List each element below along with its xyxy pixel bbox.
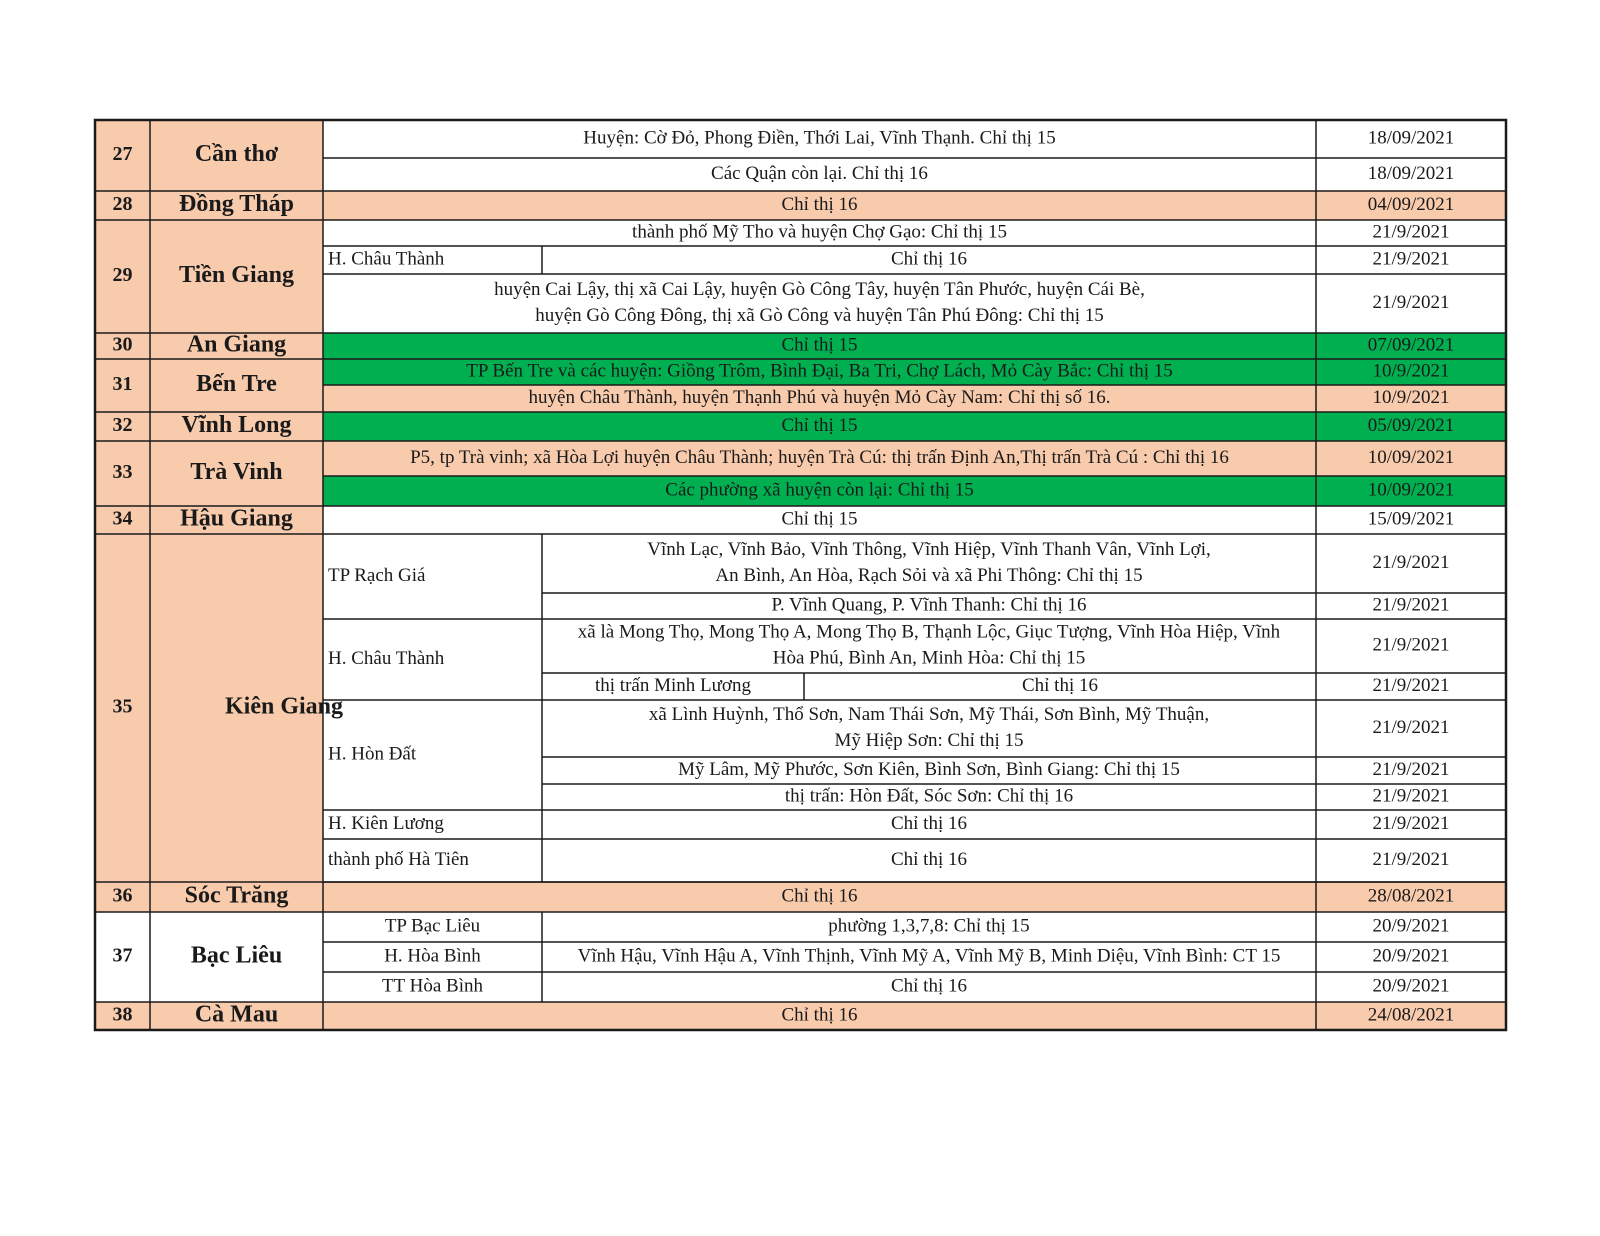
detail-text: Chỉ thị 16 <box>781 885 858 907</box>
date-text: 10/09/2021 <box>1367 446 1455 468</box>
detail-text: xã là Mong Thọ, Mong Thọ A, Mong Thọ B, Thạnh Lộc, Giục Tượng, Vĩnh Hòa Hiệp, Vĩnh <box>577 621 1281 643</box>
date-text: 18/09/2021 <box>1367 162 1455 184</box>
detail-text: Chỉ thị 15 <box>781 414 858 436</box>
detail-text: Chỉ thị 16 <box>890 848 968 870</box>
detail-cell-fill <box>323 191 1506 220</box>
row-number: 29 <box>112 264 133 287</box>
date-text: 07/09/2021 <box>1367 334 1455 356</box>
province-name: Hậu Giang <box>180 505 293 532</box>
date-text: 04/09/2021 <box>1367 193 1455 215</box>
detail-text: Huyện: Cờ Đỏ, Phong Điền, Thới Lai, Vĩnh Thạnh. Chỉ thị 15 <box>583 127 1056 149</box>
province-name: Sóc Trăng <box>184 882 289 909</box>
detail-text: Mỹ Lâm, Mỹ Phước, Sơn Kiên, Bình Sơn, Bình Giang: Chỉ thị 15 <box>678 758 1180 780</box>
detail-text: huyện Cai Lậy, thị xã Cai Lậy, huyện Gò Công Tây, huyện Tân Phước, huyện Cái Bè, <box>494 278 1145 300</box>
date-text: 21/9/2021 <box>1372 634 1450 656</box>
detail-text: Hòa Phú, Bình An, Minh Hòa: Chỉ thị 15 <box>772 647 1086 669</box>
row-number: 37 <box>112 944 133 967</box>
row-number: 28 <box>112 193 133 216</box>
detail-text: Các phường xã huyện còn lại: Chỉ thị 15 <box>665 479 974 501</box>
row-number: 30 <box>112 333 133 356</box>
detail-text: huyện Châu Thành, huyện Thạnh Phú và huyện Mỏ Cày Nam: Chỉ thị số 16. <box>528 386 1111 408</box>
date-text: 21/9/2021 <box>1372 812 1450 834</box>
detail-text: P5, tp Trà vinh; xã Hòa Lợi huyện Châu Thành; huyện Trà Cú: thị trấn Định An,Thị trấn Trà Cú : Chỉ thị 16 <box>410 446 1229 468</box>
date-text: 05/09/2021 <box>1367 414 1455 436</box>
province-name: Cần thơ <box>194 141 279 168</box>
date-text: 21/9/2021 <box>1372 785 1450 807</box>
date-text: 21/9/2021 <box>1372 551 1450 573</box>
date-text: 20/9/2021 <box>1372 975 1450 997</box>
date-text: 21/9/2021 <box>1372 758 1450 780</box>
detail-text: Vĩnh Hậu, Vĩnh Hậu A, Vĩnh Thịnh, Vĩnh Mỹ A, Vĩnh Mỹ B, Minh Diệu, Vĩnh Bình: CT 15 <box>577 945 1281 967</box>
area-name: TP Rạch Giá <box>328 564 426 586</box>
detail-cell-fill <box>323 333 1506 359</box>
detail-text: Vĩnh Lạc, Vĩnh Bảo, Vĩnh Thông, Vĩnh Hiệp, Vĩnh Thanh Vân, Vĩnh Lợi, <box>647 538 1211 560</box>
area-name: H. Châu Thành <box>328 248 445 270</box>
detail-cell-fill <box>323 882 1506 912</box>
province-name: Cà Mau <box>194 1001 279 1028</box>
detail-cell-fill <box>323 412 1506 441</box>
date-text: 21/9/2021 <box>1372 291 1450 313</box>
province-name: Vĩnh Long <box>181 412 292 439</box>
detail-text: Chỉ thị 16 <box>890 812 968 834</box>
date-text: 21/9/2021 <box>1372 594 1450 616</box>
province-name: Đồng Tháp <box>179 191 294 218</box>
detail-text: huyện Gò Công Đông, thị xã Gò Công và huyện Tân Phú Đông: Chỉ thị 15 <box>535 304 1104 326</box>
row-number: 38 <box>112 1003 133 1026</box>
row-number: 27 <box>112 143 133 166</box>
area-name: TP Bạc Liêu <box>384 915 481 937</box>
province-name: Kiên Giang <box>224 693 344 720</box>
province-name: An Giang <box>186 331 287 358</box>
area-name: H. Hòn Đất <box>328 743 417 765</box>
province-name: Bạc Liêu <box>190 942 283 969</box>
date-text: 21/9/2021 <box>1372 848 1450 870</box>
area-name: H. Hòa Bình <box>384 945 481 967</box>
province-name: Tiền Giang <box>179 262 294 289</box>
row-number: 31 <box>112 373 133 396</box>
date-text: 21/9/2021 <box>1372 221 1450 243</box>
detail-text: Các Quận còn lại. Chỉ thị 16 <box>711 162 928 184</box>
province-name: Trà Vinh <box>190 459 283 486</box>
area-name: TT Hòa Bình <box>382 975 483 997</box>
detail-text: thành phố Mỹ Tho và huyện Chợ Gạo: Chỉ thị 15 <box>632 221 1007 243</box>
detail-text: Chỉ thị 15 <box>781 508 858 530</box>
detail-text: Mỹ Hiệp Sơn: Chỉ thị 15 <box>834 729 1024 751</box>
area-name: H. Kiên Lương <box>328 812 444 834</box>
row-number: 36 <box>112 884 133 907</box>
detail-text: TP Bến Tre và các huyện: Giồng Trôm, Bình Đại, Ba Tri, Chợ Lách, Mỏ Cày Bắc: Chỉ thị 15 <box>466 360 1173 382</box>
date-text: 24/08/2021 <box>1367 1004 1455 1026</box>
detail-text: An Bình, An Hòa, Rạch Sỏi và xã Phi Thông: Chỉ thị 15 <box>715 564 1143 586</box>
detail-cell-fill <box>323 506 1506 534</box>
detail-cell-fill <box>323 1002 1506 1030</box>
date-text: 15/09/2021 <box>1367 508 1455 530</box>
detail-text: phường 1,3,7,8: Chỉ thị 15 <box>828 915 1030 937</box>
detail-text: xã Lình Huỳnh, Thổ Sơn, Nam Thái Sơn, Mỹ Thái, Sơn Bình, Mỹ Thuận, <box>648 703 1210 725</box>
row-number: 32 <box>112 414 133 437</box>
detail-text: Chỉ thị 16 <box>890 975 968 997</box>
date-text: 10/09/2021 <box>1367 479 1455 501</box>
detail-text: Chỉ thị 16 <box>781 1004 858 1026</box>
date-text: 21/9/2021 <box>1372 674 1450 696</box>
row-number: 35 <box>112 695 133 718</box>
detail-text: Chỉ thị 15 <box>781 334 858 356</box>
date-text: 10/9/2021 <box>1372 386 1450 408</box>
row-number: 33 <box>112 461 133 484</box>
date-text: 28/08/2021 <box>1367 885 1455 907</box>
row-number: 34 <box>112 507 133 530</box>
detail-text: P. Vĩnh Quang, P. Vĩnh Thanh: Chỉ thị 16 <box>771 594 1087 616</box>
detail-text: Chỉ thị 16 <box>1021 674 1099 696</box>
area-name: H. Châu Thành <box>328 647 445 669</box>
detail-text: thị trấn: Hòn Đất, Sóc Sơn: Chỉ thị 16 <box>784 785 1074 807</box>
date-text: 20/9/2021 <box>1372 945 1450 967</box>
detail-text: Chỉ thị 16 <box>890 248 968 270</box>
date-text: 18/09/2021 <box>1367 127 1455 149</box>
date-text: 21/9/2021 <box>1372 248 1450 270</box>
province-name: Bến Tre <box>196 371 277 398</box>
date-text: 21/9/2021 <box>1372 716 1450 738</box>
detail-text: Chỉ thị 16 <box>781 193 858 215</box>
subarea-name: thị trấn Minh Lương <box>595 674 751 696</box>
date-text: 10/9/2021 <box>1372 360 1450 382</box>
date-text: 20/9/2021 <box>1372 915 1450 937</box>
area-name: thành phố Hà Tiên <box>328 848 469 870</box>
